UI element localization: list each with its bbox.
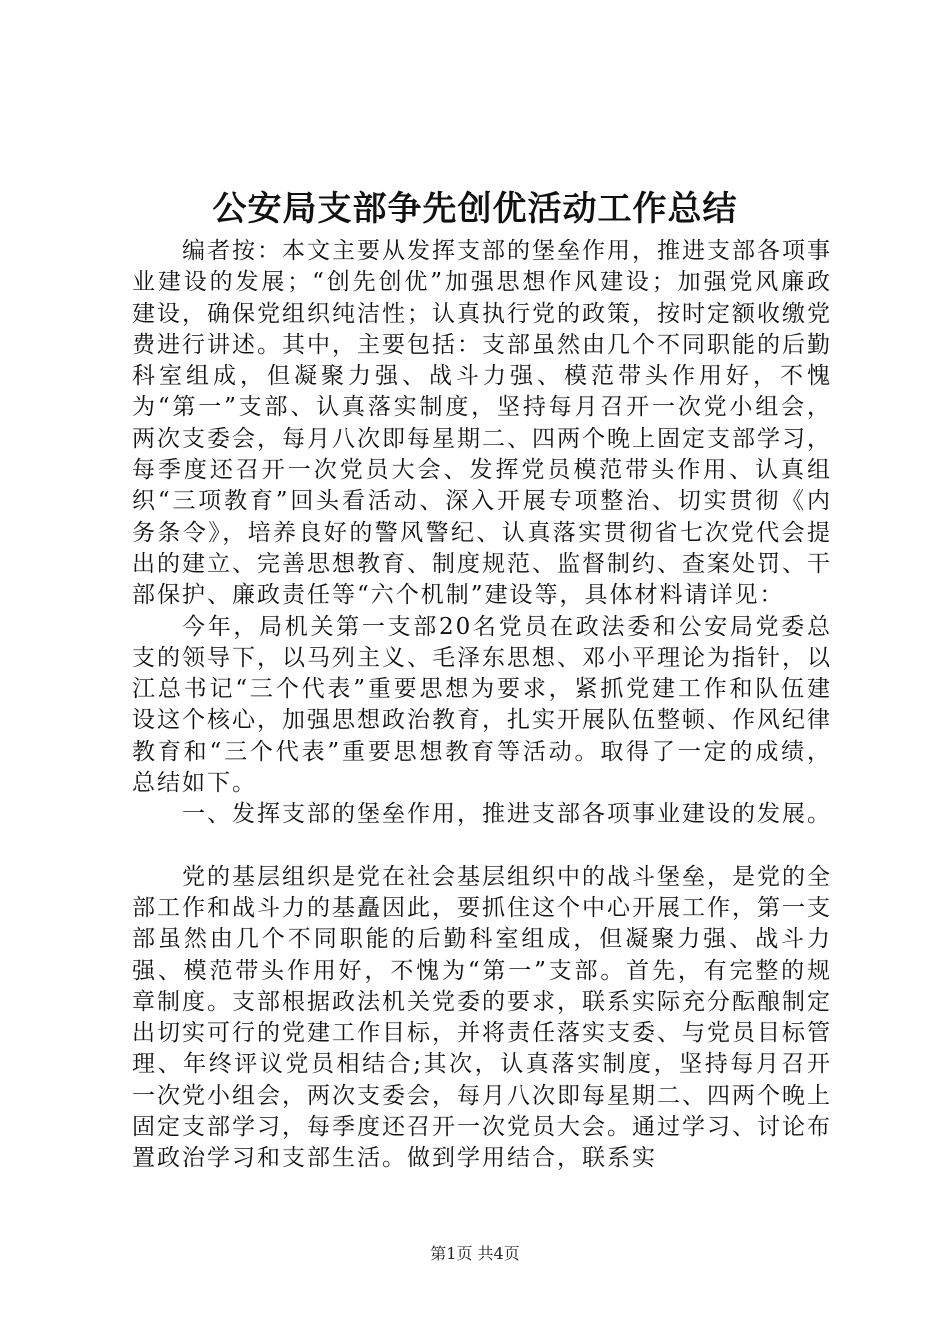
intro-paragraph: 今年，局机关第一支部20名党员在政法委和公安局党委总支的领导下，以马列主义、毛泽东思想、邓小平理论为指针，以江总书记“三个代表”重要思想为要求，紧抓党建工作和队伍建设这个核心，加强思想政治教育，扎实开展队伍整顿、作风纪律教育和“三个代表”重要思想教育等活动。取得了一定的成绩，总结如下。	[132, 613, 832, 797]
document-body	[132, 236, 832, 1175]
editor-note-paragraph: 编者按：本文主要从发挥支部的堡垒作用，推进支部各项事业建设的发展；“创先创优”加强思想作风建设；加强党风廉政建设，确保党组织纯洁性；认真执行党的政策，按时定额收缴党费进行讲述。其中，主要包括：支部虽然由几个不同职能的后勤科室组成，但凝聚力强、战斗力强、模范带头作用好，不愧为“第一”支部、认真落实制度，坚持每月召开一次党小组会，两次支委会，每月八次即每星期二、四两个晚上固定支部学习，每季度还召开一次党员大会、发挥党员模范带头作用、认真组织“三项教育”回头看活动、深入开展专项整治、切实贯彻《内务条令》，培养良好的警风警纪、认真落实贯彻省七次党代会提出的建立、完善思想教育、制度规范、监督制约、查案处罚、干部保护、廉政责任等“六个机制”建设等，具体材料请详见：	[132, 238, 832, 609]
page-number-footer: 第1页 共4页	[430, 1244, 520, 1263]
document-title: 公安局支部争先创优活动工作总结	[212, 189, 738, 229]
section-one-paragraph: 党的基层组织是党在社会基层组织中的战斗堡垒，是党的全部工作和战斗力的基矗因此，要抓住这个中心开展工作，第一支部虽然由几个不同职能的后勤科室组成，但凝聚力强、战斗力强、模范带头作用好，不愧为“第一”支部。首先，有完整的规章制度。支部根据政法机关党委的要求，联系实际充分酝酿制定出切实可行的党建工作目标，并将责任落实支委、与党员目标管理、年终评议党员相结合;其次，认真落实制度，坚持每月召开一次党小组会，两次支委会，每月八次即每星期二、四两个晚上固定支部学习，每季度还召开一次党员大会。通过学习、讨论布置政治学习和支部生活。做到学用结合，联系实	[132, 863, 832, 1172]
section-one-heading: 一、发挥支部的堡垒作用，推进支部各项事业建设的发展。	[182, 801, 832, 828]
